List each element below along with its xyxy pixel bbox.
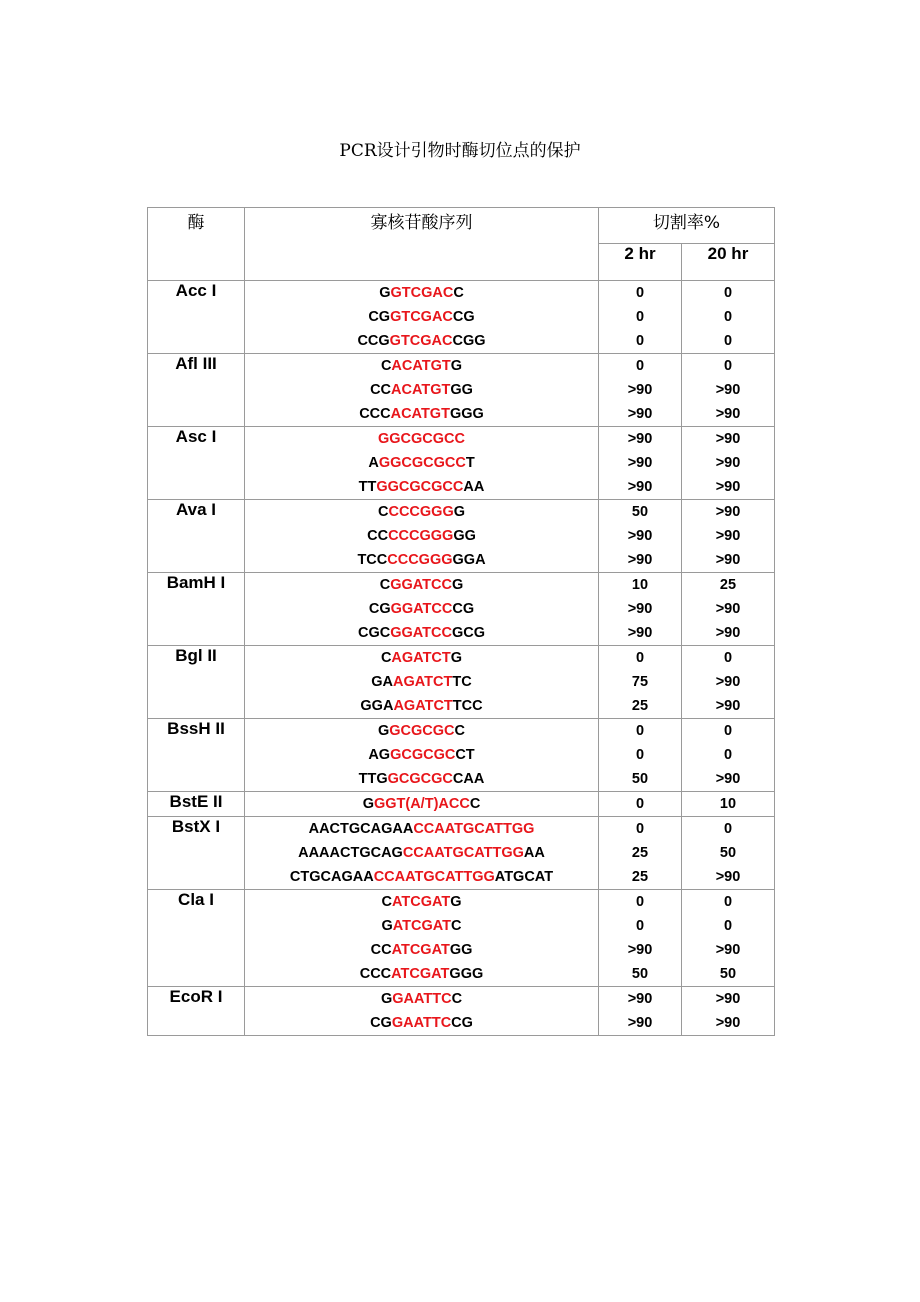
cut-rate-2hr: 50 [631, 966, 649, 982]
restriction-site: GTCGAC [390, 285, 454, 301]
restriction-site: GGCGCGCC [378, 431, 465, 447]
oligo-sequence [245, 962, 598, 986]
flank-left: TT [358, 479, 377, 495]
sequence-cell [245, 427, 599, 500]
restriction-site: GTCGAC [389, 333, 453, 349]
cut-rate-20hr: >90 [715, 504, 741, 520]
cut-rate-20hr: >90 [715, 552, 741, 568]
oligo-sequence [245, 597, 598, 621]
cut-rate-20hr: >90 [715, 431, 741, 447]
flank-right: TCC [452, 698, 483, 714]
cut-rate-2hr-cell [599, 427, 682, 500]
flank-left: G [377, 723, 390, 739]
cut-rate-2hr-cell [599, 792, 682, 817]
flank-left: TCC [357, 552, 388, 568]
cut-rate-2hr: 25 [631, 845, 649, 861]
flank-right: C [453, 285, 464, 301]
enzyme-name: BstE II [148, 792, 245, 817]
cut-rate-2hr: >90 [627, 991, 653, 1007]
sequence-cell [245, 500, 599, 573]
enzyme-name: Acc I [148, 281, 245, 354]
restriction-site: ACATGT [391, 382, 451, 398]
cut-rate-2hr: >90 [627, 406, 653, 422]
table-row [148, 573, 775, 646]
enzyme-name: Bgl II [148, 646, 245, 719]
cut-rate-20hr: >90 [715, 382, 741, 398]
enzyme-name: Asc I [148, 427, 245, 500]
cut-rate-2hr: >90 [627, 1015, 653, 1031]
flank-right: GG [453, 528, 476, 544]
flank-right: TC [452, 674, 472, 690]
oligo-sequence [245, 281, 598, 305]
flank-right: GG [449, 942, 473, 958]
cut-rate-2hr: >90 [627, 528, 653, 544]
flank-left: C [380, 358, 392, 374]
flank-left: C [381, 894, 392, 910]
sequence-cell [245, 354, 599, 427]
cut-rate-20hr: 0 [723, 358, 733, 374]
flank-left: CG [368, 309, 391, 325]
cut-rate-2hr-cell [599, 719, 682, 792]
cut-rate-20hr-cell [682, 281, 775, 354]
sequence-cell [245, 646, 599, 719]
flank-right: AA [463, 479, 485, 495]
oligo-sequence [245, 817, 598, 841]
cut-rate-20hr: >90 [715, 601, 741, 617]
enzyme-name: BstX I [148, 817, 245, 890]
cut-rate-2hr: 0 [635, 358, 645, 374]
cut-rate-20hr: >90 [715, 674, 741, 690]
restriction-site: GAATTC [391, 1015, 452, 1031]
flank-left: GA [371, 674, 394, 690]
cut-rate-20hr: 50 [719, 966, 737, 982]
cut-rate-20hr: >90 [715, 698, 741, 714]
header-sequence: 寡核苷酸序列 [245, 208, 599, 281]
oligo-sequence [245, 1011, 598, 1035]
cut-rate-20hr: 0 [723, 894, 733, 910]
cut-rate-2hr: >90 [627, 942, 653, 958]
enzyme-name: Afl III [148, 354, 245, 427]
flank-right: CT [455, 747, 475, 763]
restriction-site: ATCGAT [392, 918, 452, 934]
oligo-sequence [245, 938, 598, 962]
oligo-sequence [245, 987, 598, 1011]
cut-rate-20hr-cell [682, 817, 775, 890]
cut-rate-2hr-cell [599, 646, 682, 719]
cut-rate-20hr: >90 [715, 528, 741, 544]
oligo-sequence [245, 621, 598, 645]
cut-rate-2hr: >90 [627, 552, 653, 568]
flank-right: GG [450, 382, 473, 398]
cut-rate-20hr-cell [682, 987, 775, 1036]
oligo-sequence [245, 841, 598, 865]
cut-rate-20hr-cell [682, 890, 775, 987]
flank-left: AG [368, 747, 391, 763]
oligo-sequence [245, 305, 598, 329]
restriction-site: GGCGCGCC [378, 455, 466, 471]
flank-left: CC [370, 942, 392, 958]
oligo-sequence [245, 646, 598, 670]
restriction-site: ACATGT [391, 358, 451, 374]
cut-rate-2hr-cell [599, 281, 682, 354]
table-row [148, 890, 775, 987]
restriction-site: GGCGCGCC [376, 479, 464, 495]
cut-rate-20hr: >90 [715, 625, 741, 641]
flank-right: G [450, 650, 463, 666]
cut-rate-20hr: >90 [715, 771, 741, 787]
cut-rate-2hr: 0 [635, 918, 645, 934]
restriction-site: AGATCT [391, 650, 451, 666]
cut-rate-2hr-cell [599, 354, 682, 427]
cut-rate-20hr-cell [682, 500, 775, 573]
restriction-site: AGATCT [393, 698, 453, 714]
restriction-site: ATCGAT [391, 894, 451, 910]
restriction-site: ATCGAT [391, 966, 450, 982]
oligo-sequence [245, 670, 598, 694]
oligo-sequence [245, 890, 598, 914]
flank-right: C [469, 796, 481, 812]
flank-right: CGG [452, 333, 486, 349]
flank-right: GCG [451, 625, 486, 641]
oligo-sequence [245, 475, 598, 499]
flank-right: T [465, 455, 475, 471]
oligo-sequence [245, 865, 598, 889]
restriction-site: GCGCGC [389, 723, 455, 739]
oligo-sequence [245, 573, 598, 597]
flank-left: CCG [357, 333, 390, 349]
oligo-sequence [245, 548, 598, 572]
oligo-sequence [245, 451, 598, 475]
cut-rate-20hr-cell [682, 792, 775, 817]
cut-rate-2hr: 0 [635, 796, 645, 812]
flank-left: CCC [359, 406, 391, 422]
oligo-sequence [245, 743, 598, 767]
cut-rate-20hr: 0 [723, 285, 733, 301]
restriction-site: CCAATGCATTGG [402, 845, 524, 861]
restriction-site: CCCGGG [388, 528, 454, 544]
cut-rate-2hr: 0 [635, 747, 645, 763]
cut-rate-20hr: 0 [723, 650, 733, 666]
restriction-site: CCAATGCATTGG [373, 869, 495, 885]
cut-rate-20hr: 0 [723, 309, 733, 325]
flank-left: G [362, 796, 374, 812]
flank-right: CG [452, 601, 475, 617]
flank-left: CCC [359, 966, 392, 982]
header-20hr: 20 hr [682, 244, 775, 281]
enzyme-name: BamH I [148, 573, 245, 646]
flank-right: G [451, 577, 464, 593]
table-row [148, 427, 775, 500]
table-row [148, 281, 775, 354]
flank-right: CG [452, 309, 475, 325]
flank-right: C [454, 723, 465, 739]
cut-rate-20hr-cell [682, 719, 775, 792]
cut-rate-20hr: >90 [715, 1015, 741, 1031]
restriction-site: AGATCT [393, 674, 453, 690]
enzyme-table [147, 207, 775, 1036]
cut-rate-2hr: 0 [635, 894, 645, 910]
cut-rate-2hr: 10 [631, 577, 649, 593]
cut-rate-20hr: >90 [715, 991, 741, 1007]
flank-right: AA [523, 845, 545, 861]
restriction-site: GGT(A/T)ACC [373, 796, 470, 812]
restriction-site: GGATCC [390, 577, 452, 593]
restriction-site: GAATTC [392, 991, 452, 1007]
oligo-sequence [245, 427, 598, 451]
table-row [148, 646, 775, 719]
cut-rate-20hr: 0 [723, 821, 733, 837]
cut-rate-20hr: >90 [715, 869, 741, 885]
cut-rate-2hr: >90 [627, 625, 653, 641]
flank-left: C [377, 504, 389, 520]
enzyme-name: Cla I [148, 890, 245, 987]
oligo-sequence [245, 402, 598, 426]
flank-right: ATGCAT [494, 869, 554, 885]
sequence-cell [245, 817, 599, 890]
header-enzyme: 酶 [148, 208, 245, 281]
flank-left: AACTGCAGAA [308, 821, 414, 837]
restriction-site: CCCGGG [387, 552, 453, 568]
flank-left: C [379, 577, 391, 593]
sequence-cell [245, 573, 599, 646]
cut-rate-20hr: >90 [715, 942, 741, 958]
page-title: PCR设计引物时酶切位点的保护 [339, 141, 581, 161]
flank-right: C [451, 918, 462, 934]
sequence-cell [245, 987, 599, 1036]
oligo-sequence [245, 354, 598, 378]
cut-rate-2hr: 0 [635, 285, 645, 301]
restriction-site: ACATGT [390, 406, 450, 422]
cut-rate-20hr: >90 [715, 479, 741, 495]
cut-rate-2hr: 0 [635, 650, 645, 666]
cut-rate-20hr-cell [682, 646, 775, 719]
flank-right: G [450, 894, 462, 910]
cut-rate-2hr: 0 [635, 309, 645, 325]
header-cut-rate: 切割率% [599, 208, 775, 244]
flank-right: CG [451, 1015, 473, 1031]
oligo-sequence [245, 329, 598, 353]
flank-left: C [380, 650, 392, 666]
cut-rate-2hr-cell [599, 890, 682, 987]
flank-left: AAAACTGCAG [298, 845, 403, 861]
sequence-cell [245, 719, 599, 792]
cut-rate-20hr: >90 [715, 455, 741, 471]
oligo-sequence [245, 767, 598, 791]
flank-right: G [450, 358, 463, 374]
oligo-sequence [245, 500, 598, 524]
cut-rate-2hr-cell [599, 987, 682, 1036]
table-row [148, 500, 775, 573]
restriction-site: CCAATGCATTGG [413, 821, 535, 837]
restriction-site: ATCGAT [391, 942, 450, 958]
cut-rate-20hr-cell [682, 354, 775, 427]
table-row [148, 354, 775, 427]
restriction-site: GCGCGC [387, 771, 453, 787]
flank-right: CAA [452, 771, 485, 787]
cut-rate-2hr: 0 [635, 333, 645, 349]
cut-rate-20hr: 0 [723, 333, 733, 349]
table-row [148, 817, 775, 890]
enzyme-name: Ava I [148, 500, 245, 573]
sequence-cell [245, 792, 599, 817]
cut-rate-20hr: 0 [723, 918, 733, 934]
cut-rate-2hr: >90 [627, 431, 653, 447]
restriction-site: GGATCC [390, 601, 453, 617]
restriction-site: GCGCGC [390, 747, 456, 763]
cut-rate-20hr: 0 [723, 747, 733, 763]
cut-rate-2hr: 25 [631, 698, 649, 714]
sequence-cell [245, 890, 599, 987]
cut-rate-20hr: 10 [719, 796, 737, 812]
flank-left: G [381, 918, 393, 934]
cut-rate-2hr: >90 [627, 382, 653, 398]
table-row [148, 719, 775, 792]
cut-rate-2hr: 25 [631, 869, 649, 885]
flank-right: GGG [449, 406, 484, 422]
cut-rate-2hr: >90 [627, 455, 653, 471]
cut-rate-2hr: >90 [627, 479, 653, 495]
cut-rate-20hr: 50 [719, 845, 737, 861]
flank-left: A [368, 455, 379, 471]
cut-rate-20hr: 25 [719, 577, 737, 593]
oligo-sequence [245, 719, 598, 743]
oligo-sequence [245, 914, 598, 938]
flank-left: CC [370, 382, 392, 398]
oligo-sequence [245, 378, 598, 402]
cut-rate-2hr: >90 [627, 601, 653, 617]
flank-right: GGG [449, 966, 484, 982]
flank-left: G [380, 991, 393, 1007]
cut-rate-20hr-cell [682, 427, 775, 500]
restriction-site: GGATCC [390, 625, 452, 641]
enzyme-name: BssH II [148, 719, 245, 792]
oligo-sequence [245, 524, 598, 548]
flank-left: CC [367, 528, 389, 544]
sequence-cell [245, 281, 599, 354]
flank-left: CGC [357, 625, 391, 641]
oligo-sequence [245, 792, 598, 816]
flank-left: CTGCAGAA [289, 869, 374, 885]
flank-left: TTG [358, 771, 388, 787]
restriction-site: CCCGGG [388, 504, 454, 520]
flank-left: GGA [360, 698, 394, 714]
cut-rate-20hr-cell [682, 573, 775, 646]
cut-rate-2hr-cell [599, 573, 682, 646]
cut-rate-2hr: 0 [635, 821, 645, 837]
restriction-site: GTCGAC [390, 309, 453, 325]
cut-rate-2hr-cell [599, 500, 682, 573]
flank-left: CG [370, 1015, 392, 1031]
header-2hr: 2 hr [599, 244, 682, 281]
flank-right: C [451, 991, 463, 1007]
flank-left: CG [368, 601, 391, 617]
cut-rate-2hr: 50 [631, 771, 649, 787]
flank-right: G [453, 504, 465, 520]
flank-left: G [379, 285, 391, 301]
table-body [148, 281, 775, 1036]
oligo-sequence [245, 694, 598, 718]
cut-rate-2hr: 0 [635, 723, 645, 739]
cut-rate-2hr-cell [599, 817, 682, 890]
cut-rate-20hr: 0 [723, 723, 733, 739]
table-row [148, 987, 775, 1036]
flank-right: GGA [452, 552, 486, 568]
cut-rate-2hr: 75 [631, 674, 649, 690]
cut-rate-20hr: >90 [715, 406, 741, 422]
cut-rate-2hr: 50 [631, 504, 649, 520]
enzyme-name: EcoR I [148, 987, 245, 1036]
table-row [148, 792, 775, 817]
